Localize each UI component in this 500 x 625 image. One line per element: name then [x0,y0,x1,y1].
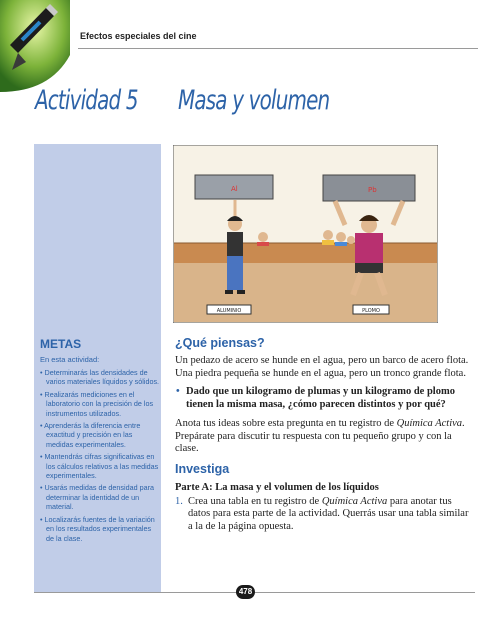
plomo-sign: PLOMO [362,308,380,314]
think-heading: ¿Qué piensas? [175,336,265,350]
goal-item: • Aprenderás la diferencia entre exactitud y precisión en las medidas experimentales. [40,421,160,449]
journal-paragraph: Anota tus ideas sobre esta pregunta en tu registro de Química Activa. Prepárate para discutir tu respuesta con tu pequeño grupo y con la clase. [175,418,465,454]
aluminio-sign: ALUMINIO [216,308,242,314]
pb-label: Pb [368,186,377,194]
header-divider [78,48,478,49]
goal-item: • Usarás medidas de densidad para determinar la identidad de un material. [40,483,160,511]
activity-number: Actividad 5 [35,85,138,116]
goal-item: • Realizarás mediciones en el laboratorio con la precisión de los instrumentos utilizados. [40,390,160,418]
goal-item: • Determinarás las densidades de varios materiales líquidos y sólidos. [40,368,160,387]
investiga-heading: Investiga [175,461,230,476]
main-content [175,336,475,533]
think-question: • Dado que un kilogramo de plumas y un kilogramo de plomo tienen la misma masa, ¿cómo parecen distintos y por qué? [175,386,475,411]
goal-item: • Localizarás fuentes de la variación en los resultados experimentales de la clase. [40,515,160,543]
goals-box [40,337,160,546]
part-a-heading: Parte A: La masa y el volumen de los líquidos [175,481,379,493]
film-corner-graphic [0,0,70,92]
al-label: Al [231,185,238,193]
step-1: 1. Crea una tabla en tu registro de Química Activa para anotar tus datos para esta parte de la actividad. Querrás usar una tabla similar a la de la página opuesta. [175,495,469,532]
goals-heading: METAS [40,337,82,351]
goal-item: • Mantendrás cifras significativas en los cálculos relativos a las medidas experimentales. [40,452,160,480]
goals-list [40,368,160,543]
page-number: 478 [236,585,255,599]
goals-intro: En esta actividad: [40,355,100,364]
think-paragraph: Un pedazo de acero se hunde en el agua, pero un barco de acero flota. Una piedra pequeña se hunde en el agua, pero un tronco grande flota. [175,355,469,379]
section-title: Efectos especiales del cine [80,31,197,41]
weightlifting-illustration [173,145,438,323]
activity-title: Masa y volumen [178,85,330,116]
